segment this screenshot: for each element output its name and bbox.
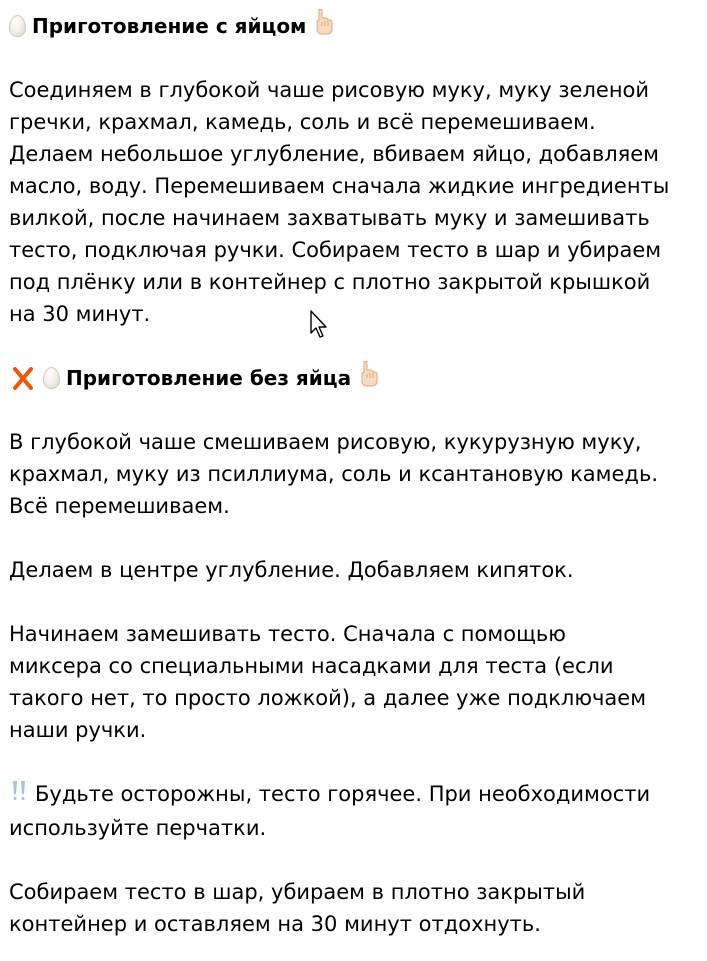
- text-line: миксера со специальными насадками для теста (если: [9, 654, 614, 678]
- warning-text: Будьте осторожны, тесто горячее. При необходимости: [35, 782, 651, 806]
- paragraph-with-egg: [9, 74, 699, 330]
- text-line: крахмал, муку из псиллиума, соль и ксантановую камедь.: [9, 462, 658, 486]
- text-line: вилкой, после начинаем захватывать муку и замешивать: [9, 206, 650, 230]
- text-line: Делаем в центре углубление. Добавляем кипяток.: [9, 558, 574, 582]
- section-heading-with-egg: [9, 10, 699, 42]
- text-line: Соединяем в глубокой чаше рисовую муку, муку зеленой: [9, 78, 650, 102]
- paragraph-warning: [9, 778, 699, 844]
- text-line: Собираем тесто в шар, убираем в плотно закрытый: [9, 879, 586, 904]
- text-line: Начинаем замешивать тесто. Сначала с помощью: [9, 622, 566, 646]
- section-heading-without-egg: [9, 362, 699, 394]
- text-line: наши ручки.: [9, 718, 147, 742]
- paragraph-boiling-water: [9, 554, 699, 586]
- paragraph-mixing: [9, 426, 699, 522]
- text-line: контейнер и оставляем на 30 минут отдохнуть.: [9, 911, 541, 936]
- egg-icon: [9, 15, 26, 37]
- text-line: [9, 778, 699, 812]
- section-heading-text: Приготовление с яйцом: [32, 14, 307, 38]
- double-exclamation-icon: [11, 779, 27, 812]
- pointing-down-hand-icon: [313, 9, 333, 44]
- text-line: гречки, крахмал, камедь, соль и всё перемешиваем.: [9, 110, 596, 134]
- text-line: на 30 минут.: [9, 302, 151, 326]
- section-heading-text: Приготовление без яйца: [66, 366, 352, 390]
- text-line: Всё перемешиваем.: [9, 494, 230, 518]
- text-line: тесто, подключая ручки. Собираем тесто в шар и убираем: [9, 238, 662, 262]
- paragraph-kneading: [9, 618, 699, 746]
- text-line: под плёнку или в контейнер с плотно закрытой крышкой: [9, 270, 651, 294]
- text-line: Делаем небольшое углубление, вбиваем яйцо, добавляем: [9, 142, 660, 166]
- mouse-cursor-icon: [309, 309, 331, 339]
- text-line: используйте перчатки.: [9, 815, 267, 840]
- recipe-message: [9, 10, 699, 940]
- text-line: масло, воду. Перемешиваем сначала жидкие ингредиенты: [9, 174, 670, 198]
- text-line: В глубокой чаше смешиваем рисовую, кукурузную муку,: [9, 430, 642, 454]
- egg-icon: [43, 367, 60, 389]
- pointing-down-hand-icon: [358, 361, 378, 396]
- paragraph-resting: [9, 876, 699, 940]
- text-line: такого нет, то просто ложкой), а далее уже подключаем: [9, 686, 647, 710]
- cross-mark-icon: [11, 364, 35, 392]
